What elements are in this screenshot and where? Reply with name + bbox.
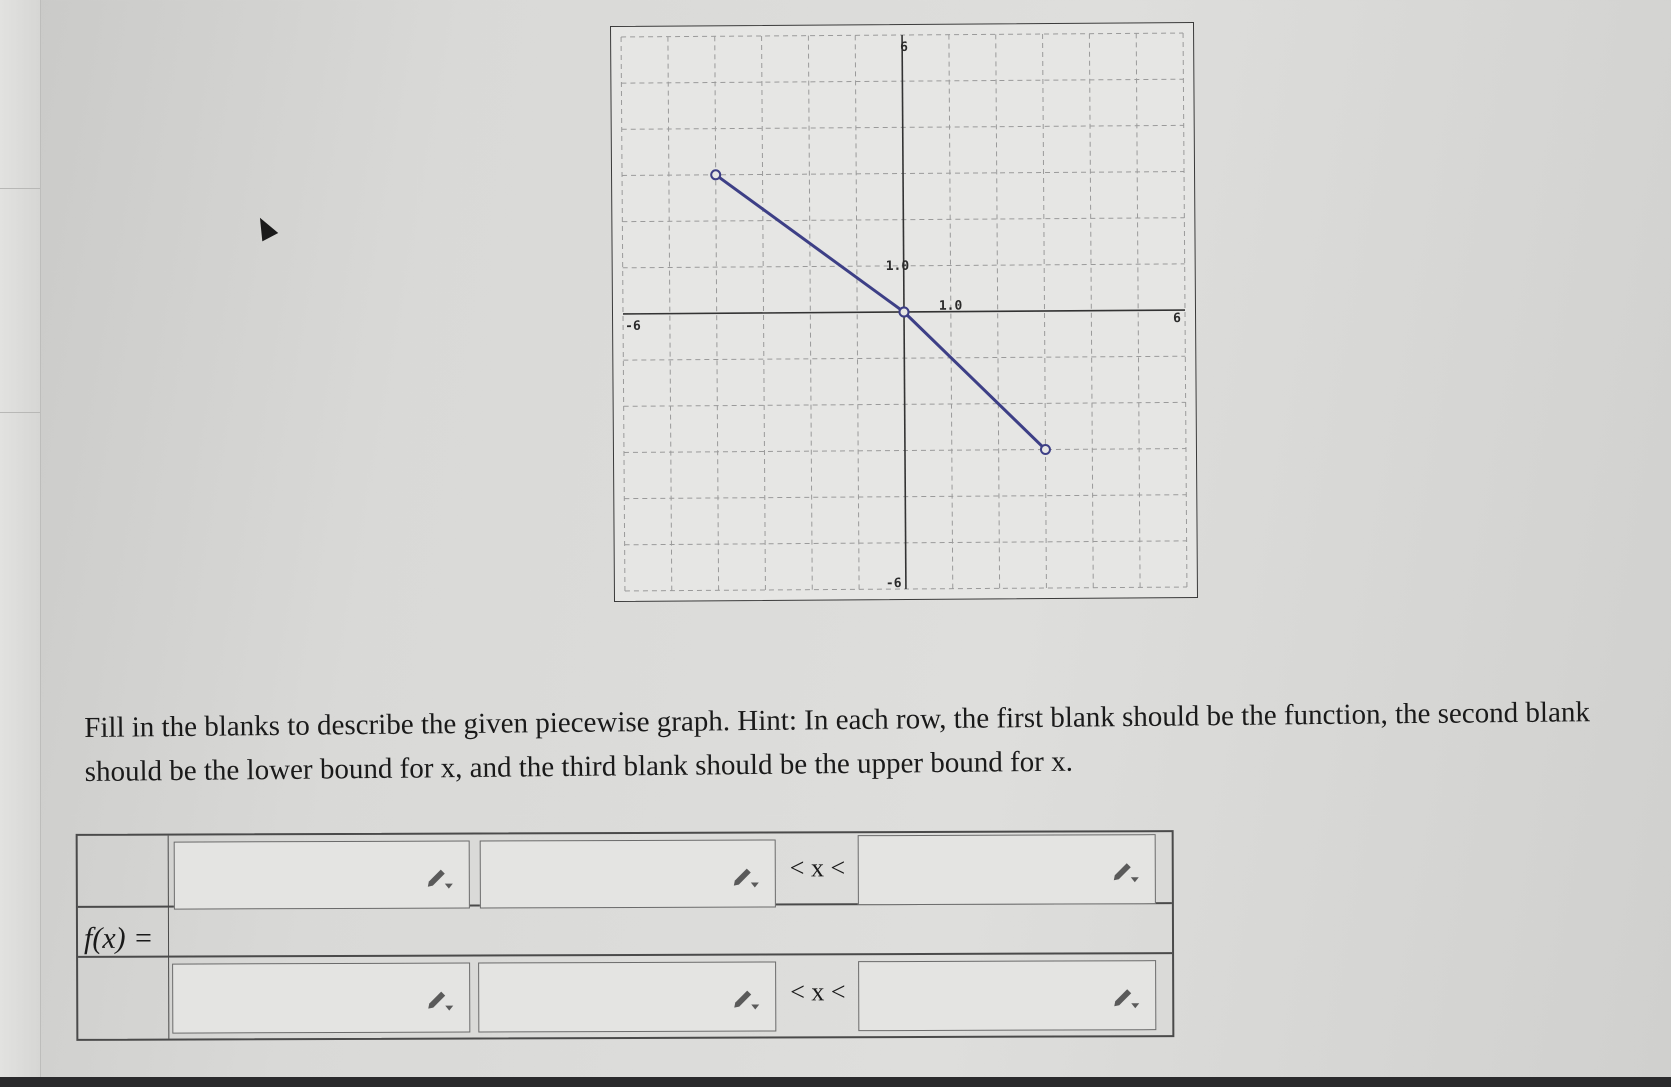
y-unit-label: 1.0 bbox=[885, 258, 910, 274]
x-max-label: 6 bbox=[1173, 311, 1181, 327]
pencil-dropdown-icon[interactable] bbox=[1111, 857, 1141, 883]
fx-column bbox=[78, 836, 170, 1039]
screen-bottom-bezel bbox=[0, 1077, 1671, 1087]
piecewise-graph bbox=[610, 22, 1198, 602]
pencil-dropdown-icon[interactable] bbox=[425, 864, 455, 890]
panel-divider bbox=[0, 412, 40, 413]
row-divider bbox=[78, 952, 1172, 957]
row1-upper-bound-input[interactable] bbox=[858, 834, 1156, 905]
mouse-cursor-icon bbox=[252, 214, 278, 242]
left-panel-edge bbox=[0, 0, 41, 1087]
x-unit-label: 1.0 bbox=[938, 298, 963, 314]
segment-line bbox=[904, 311, 1045, 450]
open-endpoint bbox=[899, 307, 908, 316]
row1-function-input[interactable] bbox=[174, 841, 470, 910]
pencil-dropdown-icon[interactable] bbox=[425, 986, 455, 1012]
pencil-dropdown-icon[interactable] bbox=[731, 863, 761, 889]
open-endpoint bbox=[711, 170, 720, 179]
row2-inequality: < x < bbox=[790, 977, 846, 1007]
panel-divider bbox=[0, 188, 40, 189]
row2-upper-bound-input[interactable] bbox=[858, 960, 1156, 1031]
graph-canvas bbox=[611, 23, 1197, 601]
open-endpoint bbox=[1041, 445, 1050, 454]
row2-lower-bound-input[interactable] bbox=[478, 961, 776, 1032]
row2-function-input[interactable] bbox=[172, 963, 470, 1034]
row1-lower-bound-input[interactable] bbox=[480, 839, 776, 908]
piecewise-answer-table bbox=[76, 830, 1175, 1041]
y-min-label: -6 bbox=[885, 576, 902, 592]
pencil-dropdown-icon[interactable] bbox=[1111, 983, 1141, 1009]
y-max-label: 6 bbox=[900, 39, 909, 56]
instruction-text: Fill in the blanks to describe the given piecewise graph. Hint: In each row, the first blank should be the function, the second blank should be the lower bound for x, and the third blank should be the upper bound for x. bbox=[84, 696, 1591, 788]
fx-label: f(x) = bbox=[83, 921, 154, 955]
row1-inequality: < x < bbox=[789, 853, 846, 883]
pencil-dropdown-icon[interactable] bbox=[731, 985, 761, 1011]
x-min-label: -6 bbox=[625, 318, 641, 334]
